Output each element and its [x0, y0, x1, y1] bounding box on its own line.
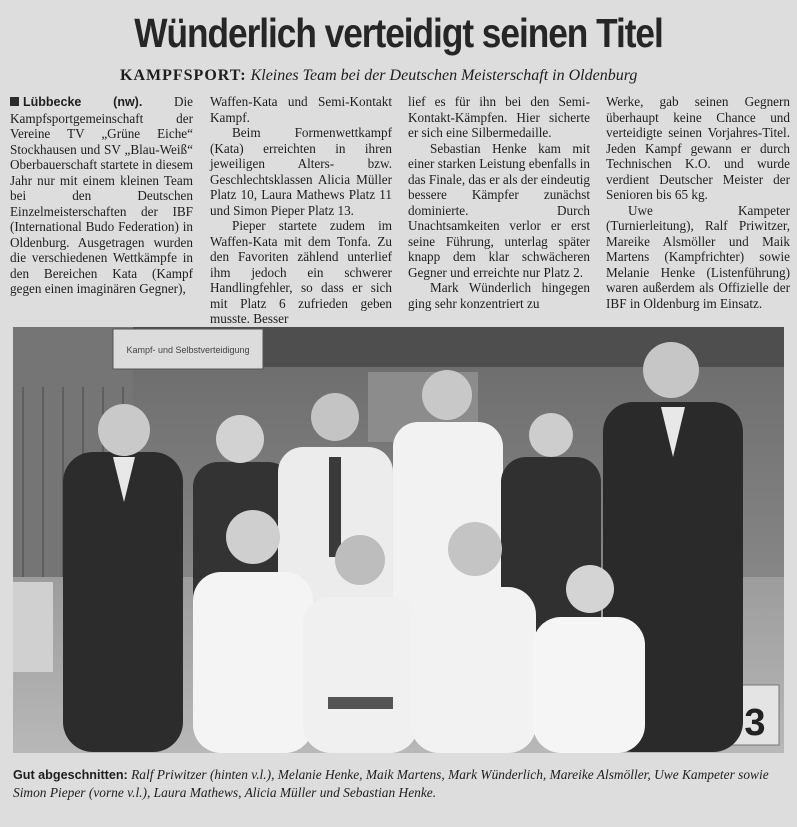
- subheadline: Kleines Team bei der Deutschen Meisterschaft in Oldenburg: [250, 67, 638, 84]
- column-1: [10, 94, 193, 316]
- column-3: [408, 94, 590, 316]
- team-photo: [13, 327, 784, 753]
- kicker: KAMPFSPORT:: [120, 67, 247, 84]
- paragraph: Beim Formenwettkampf (Kata) erreichten in ihren jeweiligen Alters- bzw. Geschlechtsklassen Alicia Müller Platz 10, Laura Mathews Platz 11 und Simon Pieper Platz 13.: [210, 125, 392, 218]
- column-2: [210, 94, 392, 326]
- paragraph: Werke, gab seinen Gegnern überhaupt keine Chance und verteidigte seinen Vorjahres-Titel. Jeden Kampf gewann er durch Technischen K.O. und wurde verdient Deutscher Meister der Senioren bis 65 kg.: [606, 94, 790, 202]
- column-4: [606, 94, 790, 316]
- paragraph: Die Kampfsportgemeinschaft der Vereine TV „Grüne Eiche“ Stockhausen und SV „Blau-Weiß“ Oberbauerschaft startete in diesem Jahr nur mit einem kleinen Team bei den Deutschen Einzelmeisterschaften der IBF (International Budo Federation) in Oldenburg. Ausgetragen wurden die verschiedenen Wettkämpfe in den Bereichen Kata (Kampf gegen einen imaginären Gegner),: [10, 94, 194, 296]
- headline: Wünderlich verteidigt seinen Titel: [134, 10, 663, 56]
- photo-caption: [13, 766, 784, 801]
- paragraph: Uwe Kampeter (Turnierleitung), Ralf Priwitzer, Mareike Alsmöller und Maik Martens (Kampfrichter) sowie Melanie Henke (Listenführung) waren außerdem als Offizielle der IBF in Oldenburg im Einsatz.: [606, 202, 790, 311]
- dateline: Lübbecke (nw).: [23, 95, 143, 109]
- paragraph: Pieper startete zudem im Waffen-Kata mit dem Tonfa. Zu den Favoriten zählend unterlief ihm jedoch ein schwerer Handlingfehler, so dass er sich mit Platz 6 zufrieden geben musste. Besser: [210, 218, 392, 326]
- caption-label: Gut abgeschnitten:: [13, 768, 128, 782]
- paragraph: Mark Wünderlich hingegen ging sehr konzentriert zu: [408, 280, 590, 311]
- article-body: [10, 94, 790, 326]
- person-back-1: [63, 404, 183, 752]
- team-photo-illustration: [13, 327, 784, 753]
- subheadline-line: [120, 67, 637, 85]
- paragraph: Waffen-Kata und Semi-Kontakt Kampf.: [210, 94, 392, 125]
- paragraph: lief es für ihn bei den Semi-Kontakt-Kämpfen. Hier sicherte er sich eine Silbermedaille.: [408, 94, 590, 140]
- caption-text: Ralf Priwitzer (hinten v.l.), Melanie Henke, Maik Martens, Mark Wünderlich, Mareike Alsmöller, Uwe Kampeter sowie Simon Pieper (vorne v.l.), Laura Mathews, Alicia Müller und Sebastian Henke.: [13, 767, 769, 800]
- bullet-square-icon: [10, 97, 19, 106]
- banner-text: Kampf- und Selbstverteidigung: [126, 345, 250, 355]
- paragraph: Sebastian Henke kam mit einer starken Leistung ebenfalls in das Finale, das er als der eindeutig bessere Kämpfer zunächst dominierte. Durch Unachtsamkeiten verlor er erst seine Führung, unterlag später knapp dem klar schwächeren Gegner und erreichte nur Platz 2.: [408, 140, 591, 280]
- podium-number: 3: [744, 702, 766, 744]
